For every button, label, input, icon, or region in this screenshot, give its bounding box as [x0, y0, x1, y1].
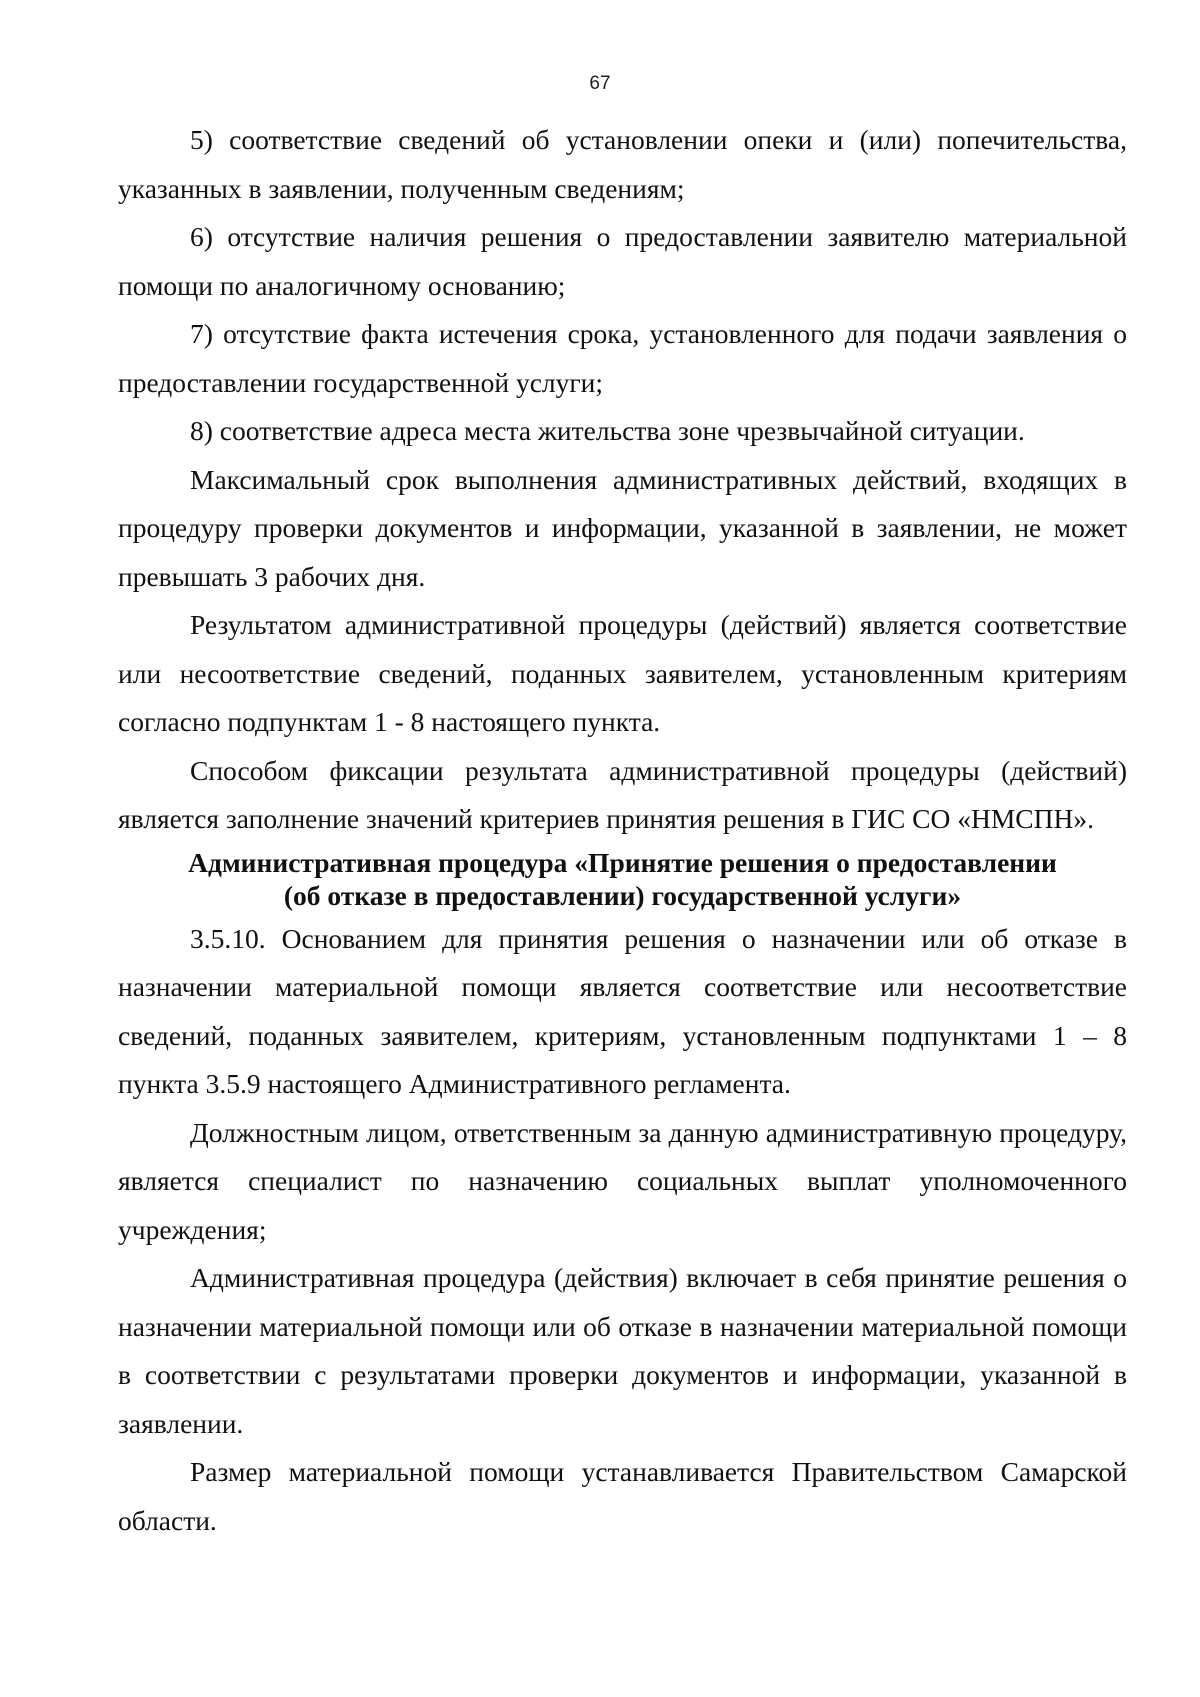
- paragraph-responsible-official: Должностным лицом, ответственным за данную административную процедуру, является специалист по назначению социальных выплат уполномоченного учреждения;: [118, 1116, 1127, 1245]
- paragraph-item-7: 7) отсутствие факта истечения срока, установленного для подачи заявления о предоставлении государственной услуги;: [118, 318, 1127, 398]
- section-heading: [118, 846, 1127, 912]
- paragraph-procedure-includes: Административная процедура (действия) включает в себя принятие решения о назначении материальной помощи или об отказе в назначении материальной помощи в соответствии с результатами проверки документов и информации, указанной в заявлении.: [118, 1262, 1127, 1439]
- page-content: [118, 116, 1127, 1545]
- section-heading-line-1: Административная процедура «Принятие решения о предоставлении: [188, 846, 1057, 878]
- paragraph-max-term: Максимальный срок выполнения административных действий, входящих в процедуру проверки документов и информации, указанной в заявлении, не может превышать 3 рабочих дня.: [118, 463, 1127, 592]
- paragraph-result: Результатом административной процедуры (действий) является соответствие или несоответствие сведений, поданных заявителем, установленным критериям согласно подпунктам 1 - 8 настоящего пункта.: [118, 609, 1127, 737]
- section-heading-line-2: (об отказе в предоставлении) государственной услуги»: [283, 879, 962, 911]
- paragraph-item-8: 8) соответствие адреса места жительства зоне чрезвычайной ситуации.: [190, 415, 1025, 446]
- paragraph-item-5: 5) соответствие сведений об установлении опеки и (или) попечительства, указанных в заявлении, полученным сведениям;: [118, 124, 1127, 204]
- paragraph-aid-amount: Размер материальной помощи устанавливается Правительством Самарской области.: [118, 1456, 1127, 1536]
- paragraph-item-6: 6) отсутствие наличия решения о предоставлении заявителю материальной помощи по аналогичному основанию;: [118, 221, 1127, 301]
- paragraph-fixation: Способом фиксации результата административной процедуры (действий) является заполнение значений критериев принятия решения в ГИС СО «НМСПН».: [118, 754, 1127, 834]
- page-number: 67: [589, 73, 611, 94]
- paragraph-3-5-10: 3.5.10. Основанием для принятия решения о назначении или об отказе в назначении материальной помощи является соответствие или несоответствие сведений, поданных заявителем, критериям, установленным подпунктами 1 – 8 пункта 3.5.9 настоящего Административного регламента.: [118, 922, 1127, 1099]
